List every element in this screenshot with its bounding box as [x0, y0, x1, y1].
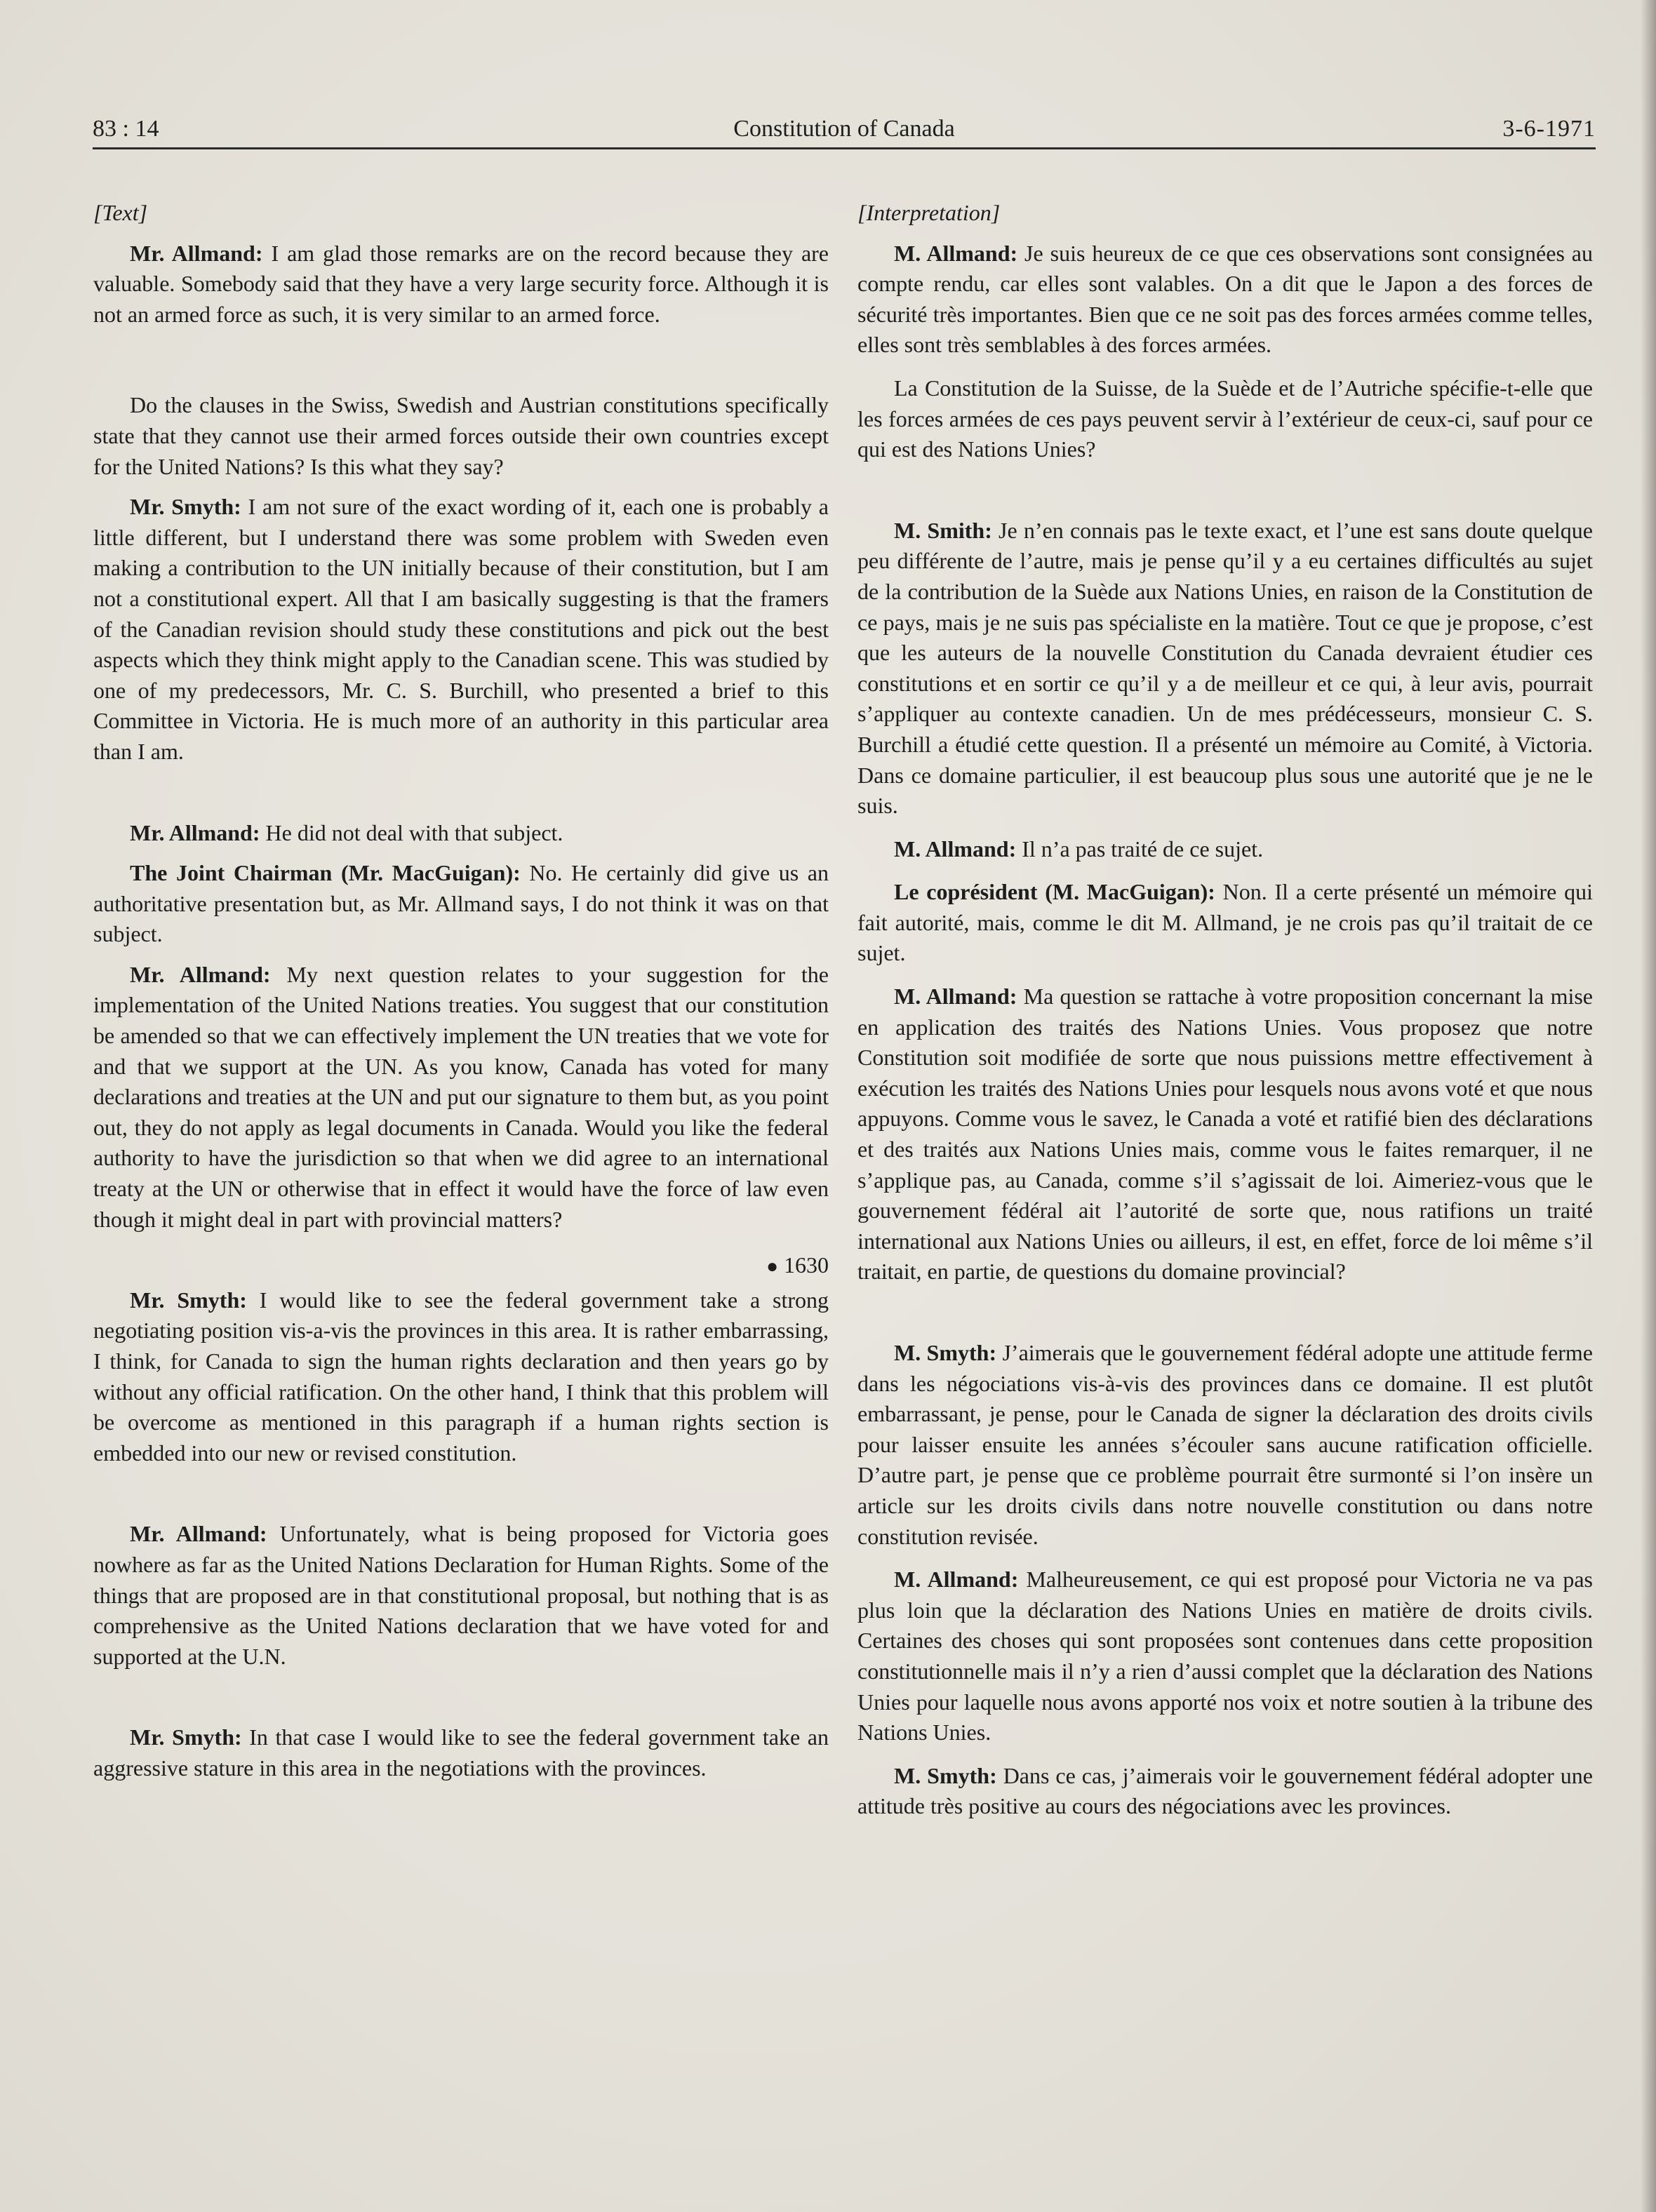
- speaker-name: Mr. Smyth:: [130, 1287, 247, 1313]
- paragraph: [857, 239, 1593, 361]
- speaker-name: Le coprésident (M. MacGuigan):: [894, 879, 1215, 905]
- page-edge-shadow: [1641, 0, 1656, 2212]
- english-column: [93, 198, 829, 1784]
- speech-text: Dans ce cas, j’aimerais voir le gouvernement fédéral adopter une attitude très positive au cours des négociations avec les provinces.: [857, 1762, 1594, 1819]
- paragraph: [93, 818, 829, 849]
- paragraph: [93, 1722, 829, 1783]
- bullet-icon: ●: [766, 1256, 778, 1278]
- paragraph: [857, 516, 1593, 822]
- speech-text: Malheureusement, ce qui est proposé pour Victoria ne va pas plus loin que la déclaration des Nations Unies en matière de droits civils. Certaines des choses qui sont proposées sont contenues dans cette proposition constitutionnelle mais il n’y a rien d’aussi complet que la déclaration des Nations Unies pour laquelle nous avons apporté nos voix et notre soutien à la tribune des Nations Unies.: [857, 1567, 1594, 1745]
- speaker-name: M. Smyth:: [894, 1762, 997, 1788]
- speaker-name: The Joint Chairman (Mr. MacGuigan):: [130, 860, 521, 886]
- paragraph: [857, 1761, 1593, 1822]
- speech-text: I would like to see the federal government take a strong negotiating position vis-a-vis the provinces in this area. It is rather embarrassing, I think, for Canada to sign the human rights declaration and then years go by without any official ratification. On the other hand, I think that this problem will be overcome as mentioned in this paragraph if a human rights section is embedded into our new or revised constitution.: [93, 1287, 829, 1466]
- header-rule: [93, 147, 1596, 149]
- paragraph: [857, 373, 1593, 465]
- paragraph: [93, 1285, 829, 1469]
- paragraph: [857, 981, 1593, 1287]
- paragraph: [857, 834, 1593, 865]
- paragraph: [93, 858, 829, 950]
- time-marker-value: 1630: [784, 1252, 829, 1278]
- paragraph: [93, 960, 829, 1235]
- speaker-name: M. Allmand:: [894, 984, 1017, 1010]
- speech-text: No. He certainly did give us an authoritative presentation but, as Mr. Allmand says, I do not think it was on that subject.: [93, 860, 829, 947]
- paragraph: [857, 877, 1593, 969]
- speech-text: Il n’a pas traité de ce sujet.: [1016, 836, 1264, 862]
- speaker-name: Mr. Smyth:: [130, 494, 241, 520]
- paragraph: [857, 1338, 1593, 1552]
- speaker-name: Mr. Smyth:: [130, 1724, 242, 1750]
- speech-text: In that case I would like to see the federal government take an aggressive stature in this area in the negotiations with the provinces.: [93, 1724, 829, 1781]
- page-number: 83 : 14: [93, 116, 159, 142]
- speech-text: Je n’en connais pas le texte exact, et l’une est sans doute quelque peu différente de l’autre, mais je pense qu’il y a eu certaines difficultés au sujet de la contribution de la Suède aux Nations Unies, en raison de la Constitution de ce pays, mais je ne suis pas spécialiste en la matière. Tout ce que je propose, c’est que les auteurs de la nouvelle Constitution du Canada devraient étudier ces constitutions et en sortir ce qu’il y a de meilleur et ce qui, à leur avis, pourrait s’appliquer au contexte canadien. Un de mes prédécesseurs, monsieur C. S. Burchill a étudié cette question. Il a présenté un mémoire au Comité, à Victoria. Dans ce domaine particulier, il est beaucoup plus sous une autorité que je ne le suis.: [857, 517, 1594, 819]
- running-header: [93, 112, 1596, 146]
- speech-text: He did not deal with that subject.: [260, 819, 563, 845]
- speech-text: I am glad those remarks are on the record because they are valuable. Somebody said that they have a very large security force. Although it is not an armed force as such, it is very similar to an armed force.: [93, 240, 829, 327]
- section-label: [Text]: [93, 200, 148, 225]
- speech-text: La Constitution de la Suisse, de la Suède et de l’Autriche spécifie-t-elle que les forces armées de ces pays peuvent servir à l’extérieur de ceux-ci, sauf pour ce qui est des Nations Unies?: [857, 375, 1593, 462]
- speech-text: J’aimerais que le gouvernement fédéral adopte une attitude ferme dans les négociations vis-à-vis des provinces dans ce domaine. Il est plutôt embarrassant, je pense, pour le Canada de signer la déclaration des droits civils pour laisser ensuite les années s’écouler sans aucune ratification officielle. D’autre part, je pense que ce problème pourrait être surmonté si l’on insère un article sur les droits civils dans notre nouvelle constitution ou dans notre constitution revisée.: [857, 1340, 1594, 1549]
- speech-text: Ma question se rattache à votre proposition concernant la mise en application des traités des Nations Unies. Vous proposez que notre Constitution soit modifiée de sorte que nous puissions mettre effectivement à exécution les traités des Nations Unies pour lesquels nous avons voté et que nous appuyons. Comme vous le savez, le Canada a voté et ratifié bien des déclarations et des traités aux Nations Unies mais, comme vous le faites remarquer, il ne s’applique pas, au Canada, comme s’il s’agissait de loi. Aimeriez-vous que le gouvernement fédéral ait l’autorité de sorte que, nous ratifions un traité international aux Nations Unies ou ailleurs, il est, en effet, force de loi même s’il traitait, en partie, de questions du domaine provincial?: [857, 984, 1594, 1285]
- french-column: [857, 198, 1593, 1822]
- speaker-name: M. Smyth:: [894, 1340, 997, 1365]
- page-date: 3-6-1971: [1502, 116, 1596, 142]
- speech-text: Do the clauses in the Swiss, Swedish and Austrian constitutions specifically state that they cannot use their armed forces outside their own countries except for the United Nations? Is this what they say?: [93, 392, 829, 479]
- time-marker: [93, 1250, 829, 1282]
- speaker-name: M. Allmand:: [894, 240, 1018, 266]
- paragraph: [93, 239, 829, 330]
- speech-text: My next question relates to your suggestion for the implementation of the United Nations treaties. You suggest that our constitution be amended so that we can effectively implement the UN treaties that we vote for and that we support at the UN. As you know, Canada has voted for many declarations and treaties at the UN and put our signature to them but, as you point out, they do not apply as legal documents in Canada. Would you like the federal authority to have the jurisdiction so that when we did agree to an international treaty at the UN or otherwise that in effect it would have the force of law even though it might deal in part with provincial matters?: [93, 961, 829, 1232]
- speech-text: Non. Il a certe présenté un mémoire qui fait autorité, mais, comme le dit M. Allmand, je ne crois pas qu’il traitait de ce sujet.: [857, 879, 1594, 966]
- speaker-name: Mr. Allmand:: [130, 240, 263, 266]
- page-title: Constitution of Canada: [733, 116, 955, 142]
- paragraph: [93, 1519, 829, 1672]
- speech-text: Je suis heureux de ce que ces observations sont consignées au compte rendu, car elles sont valables. On a dit que le Japon a des forces de sécurité très importantes. Bien que ce ne soit pas des forces armées comme telles, elles sont très semblables à des forces armées.: [857, 240, 1593, 358]
- speech-text: Unfortunately, what is being proposed for Victoria goes nowhere as far as the United Nations Declaration for Human Rights. Some of the things that are proposed are in that constitutional proposal, but nothing that is as comprehensive as the United Nations declaration that we have voted for and supported at the U.N.: [93, 1521, 829, 1669]
- speaker-name: Mr. Allmand:: [130, 819, 260, 845]
- section-label: [Interpretation]: [857, 200, 1001, 225]
- speech-text: I am not sure of the exact wording of it, each one is probably a little different, but I understand there was some problem with Sweden even making a contribution to the UN initially because of their constitution, but I am not a constitutional expert. All that I am basically suggesting is that the framers of the Canadian revision should study these constitutions and pick out the best aspects which they think might apply to the Canadian scene. This was studied by one of my predecessors, Mr. C. S. Burchill, who presented a brief to this Committee in Victoria. He is much more of an authority in this particular area than I am.: [93, 494, 829, 764]
- speaker-name: M. Allmand:: [894, 1567, 1019, 1593]
- speaker-name: M. Allmand:: [894, 836, 1017, 862]
- paragraph: [857, 1564, 1593, 1748]
- speaker-name: Mr. Allmand:: [130, 1521, 267, 1547]
- paragraph: [93, 492, 829, 767]
- paragraph: [93, 390, 829, 482]
- speaker-name: M. Smith:: [894, 517, 992, 543]
- speaker-name: Mr. Allmand:: [130, 961, 271, 987]
